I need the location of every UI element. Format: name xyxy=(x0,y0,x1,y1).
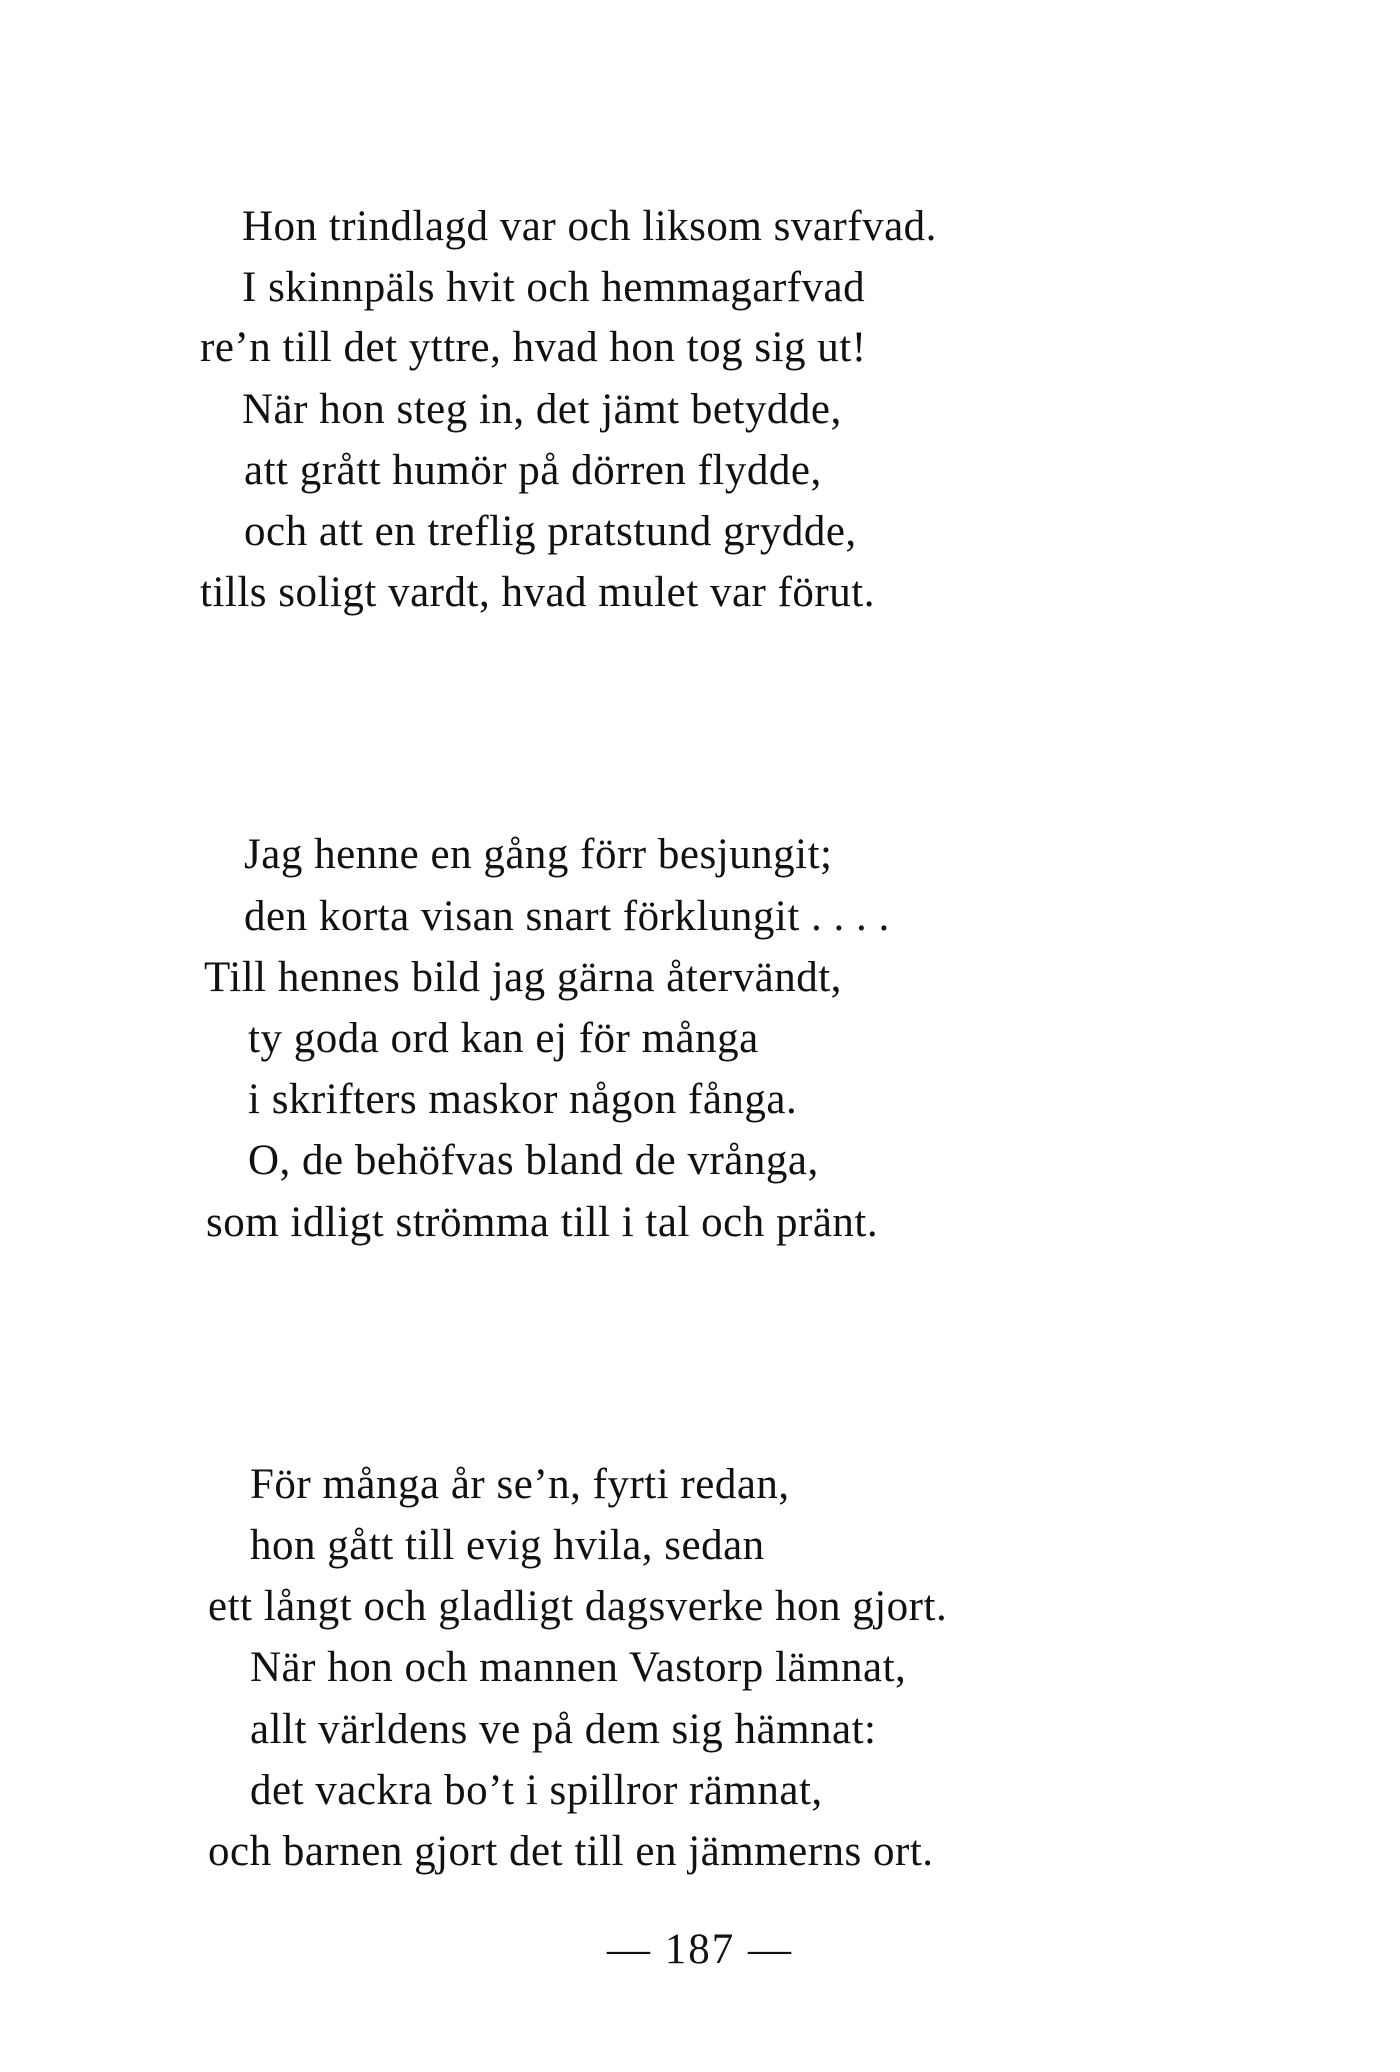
verse-line: den korta visan snart förklungit . . . . xyxy=(244,893,890,940)
verse-line: För många år se’n, fyrti redan, xyxy=(250,1461,790,1508)
verse-line: hon gått till evig hvila, sedan xyxy=(250,1522,765,1569)
verse-line: re’n till det yttre, hvad hon tog sig ut! xyxy=(200,324,867,371)
verse-line: ett långt och gladligt dagsverke hon gjort. xyxy=(208,1583,948,1630)
verse-line: som idligt strömma till i tal och pränt. xyxy=(206,1199,879,1246)
verse-line: och att en treflig pratstund grydde, xyxy=(244,508,857,555)
verse-line: det vackra bo’t i spillror rämnat, xyxy=(250,1767,823,1814)
verse-line: ty goda ord kan ej för många xyxy=(248,1015,759,1062)
verse-line: tills soligt vardt, hvad mulet var förut. xyxy=(200,569,875,616)
verse-line: När hon steg in, det jämt betydde, xyxy=(242,386,842,433)
verse-line: Jag henne en gång förr besjungit; xyxy=(244,831,833,878)
verse-line: Till hennes bild jag gärna återvändt, xyxy=(204,954,842,1001)
verse-line: och barnen gjort det till en jämmerns ort. xyxy=(208,1828,934,1875)
verse-line: i skrifters maskor någon fånga. xyxy=(248,1076,798,1123)
verse-line: I skinnpäls hvit och hemmagarfvad xyxy=(242,264,866,311)
verse-line: allt världens ve på dem sig hämnat: xyxy=(250,1706,877,1753)
verse-line: O, de behöfvas bland de vrånga, xyxy=(248,1137,819,1184)
verse-line: När hon och mannen Vastorp lämnat, xyxy=(250,1644,907,1691)
page-number: — 187 — xyxy=(607,1926,793,1973)
verse-line: att grått humör på dörren flydde, xyxy=(244,447,822,494)
verse-line: Hon trindlagd var och liksom svarfvad. xyxy=(242,203,937,250)
